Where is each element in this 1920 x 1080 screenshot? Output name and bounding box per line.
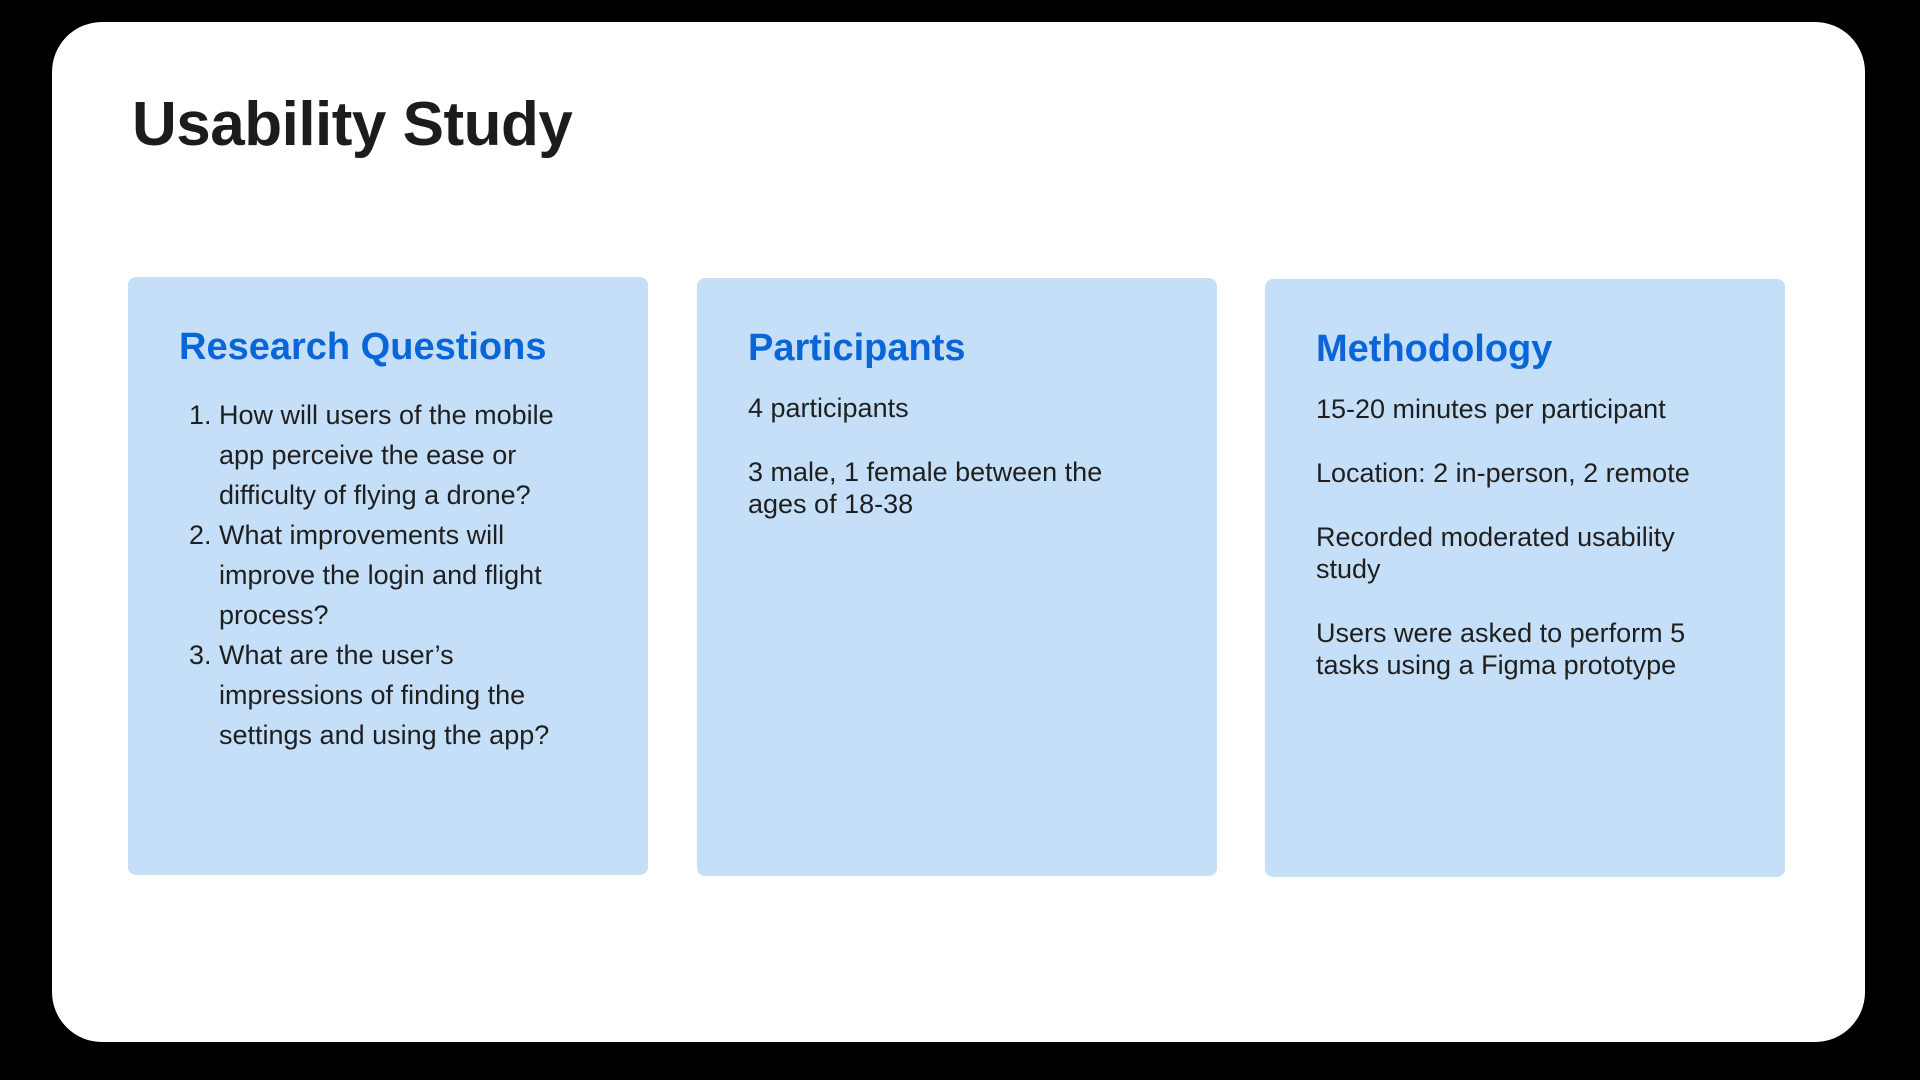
methodology-duration: 15-20 minutes per participant bbox=[1316, 393, 1666, 424]
research-questions-list bbox=[179, 395, 598, 755]
methodology-study-type: Recorded moderated usability study bbox=[1316, 521, 1675, 584]
participant-count: 4 participants bbox=[748, 392, 909, 423]
methodology-card bbox=[1265, 279, 1785, 877]
participants-card bbox=[697, 278, 1217, 876]
research-question-item: 1. How will users of the mobile app perceive the ease or difficulty of flying a drone? bbox=[219, 395, 598, 515]
participant-demographics: 3 male, 1 female between the ages of 18-38 bbox=[748, 456, 1103, 519]
methodology-tasks: Users were asked to perform 5 tasks using a Figma prototype bbox=[1316, 617, 1686, 680]
research-questions-card bbox=[128, 277, 648, 875]
slide bbox=[52, 22, 1865, 1042]
participants-heading: Participants bbox=[748, 327, 966, 369]
page-title: Usability Study bbox=[132, 90, 573, 159]
methodology-location: Location: 2 in-person, 2 remote bbox=[1316, 457, 1690, 488]
research-question-item: 2. What improvements will improve the login and flight process? bbox=[219, 515, 598, 635]
research-question-item: 3. What are the user’s impressions of finding the settings and using the app? bbox=[219, 635, 598, 755]
research-questions-heading: Research Questions bbox=[179, 326, 547, 368]
methodology-heading: Methodology bbox=[1316, 328, 1553, 370]
